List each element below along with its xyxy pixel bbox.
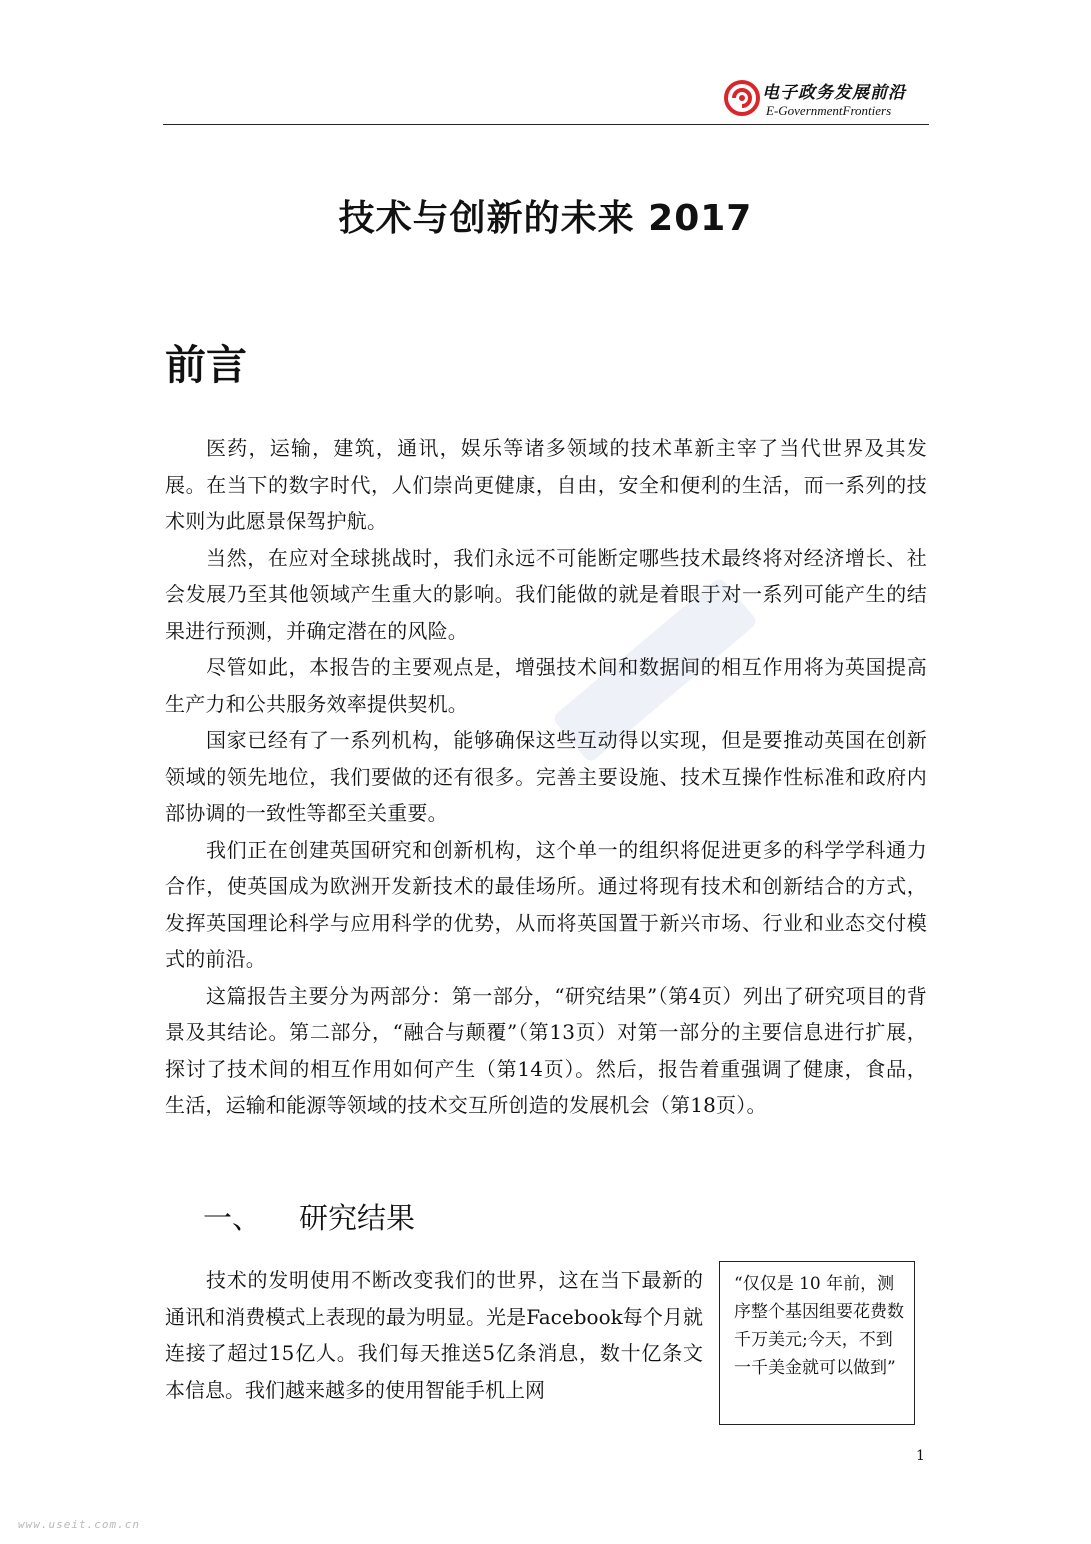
pull-quote: “仅仅是 10 年前，测序整个基因组要花费数千万美元;今天，不到一千美金就可以做到”	[719, 1261, 915, 1425]
header-title: 电子政务发展前沿	[762, 83, 906, 103]
paragraph: 尽管如此，本报告的主要观点是，增强技术间和数据间的相互作用将为英国提高生产力和公共服务效率提供契机。	[165, 655, 927, 716]
red-swirl-logo-icon	[724, 80, 760, 116]
paragraph: 当然，在应对全球挑战时，我们永远不可能断定哪些技术最终将对经济增长、社会发展乃至其他领域产生重大的影响。我们能做的就是着眼于对一系列可能产生的结果进行预测，并确定潜在的风险。	[165, 545, 927, 643]
paragraph: 医药，运输，建筑，通讯，娱乐等诸多领域的技术革新主宰了当代世界及其发展。在当下的数字时代，人们崇尚更健康，自由，安全和便利的生活，而一系列的技术则为此愿景保驾护航。	[165, 436, 927, 533]
document-title: 技术与创新的未来 2017	[338, 198, 753, 239]
preface-body	[165, 430, 927, 1124]
paragraph: 国家已经有了一系列机构，能够确保这些互动得以实现，但是要推动英国在创新领域的领先地位，我们要做的还有很多。完善主要设施、技术互操作性标准和政府内部协调的一致性等都至关重要。	[165, 728, 927, 825]
paragraph: 我们正在创建英国研究和创新机构，这个单一的组织将促进更多的科学学科通力合作，使英国成为欧洲开发新技术的最佳场所。通过将现有技术和创新结合的方式，发挥英国理论科学与应用科学的优势，从而将英国置于新兴市场、行业和业态交付模式的前沿。	[165, 837, 927, 971]
preface-heading: 前言	[165, 341, 247, 389]
section-heading	[203, 1196, 415, 1237]
paragraph: 这篇报告主要分为两部分：第一部分，“研究结果”（第4页）列出了研究项目的背景及其结论。第二部分，“融合与颠覆”（第13页）对第一部分的主要信息进行扩展，探讨了技术间的相互作用如何产生（第14页）。然后，报告着重强调了健康，食品，生活，运输和能源等领域的技术交互所创造的发展机会（第18页）。	[165, 983, 927, 1117]
watermark-url: www.useit.com.cn	[18, 1518, 140, 1531]
paragraph: 技术的发明使用不断改变我们的世界，这在当下最新的通讯和消费模式上表现的最为明显。光是Facebook每个月就连接了超过15亿人。我们每天推送5亿条消息，数十亿条文本信息。我们越来越多的使用智能手机上网	[165, 1268, 703, 1402]
section-number: 一、	[203, 1201, 262, 1235]
section-body	[165, 1262, 703, 1408]
header-divider	[163, 124, 929, 125]
section-title: 研究结果	[299, 1201, 416, 1235]
page-number: 1	[916, 1448, 925, 1464]
header-subtitle: E-GovernmentFrontiers	[766, 103, 892, 118]
